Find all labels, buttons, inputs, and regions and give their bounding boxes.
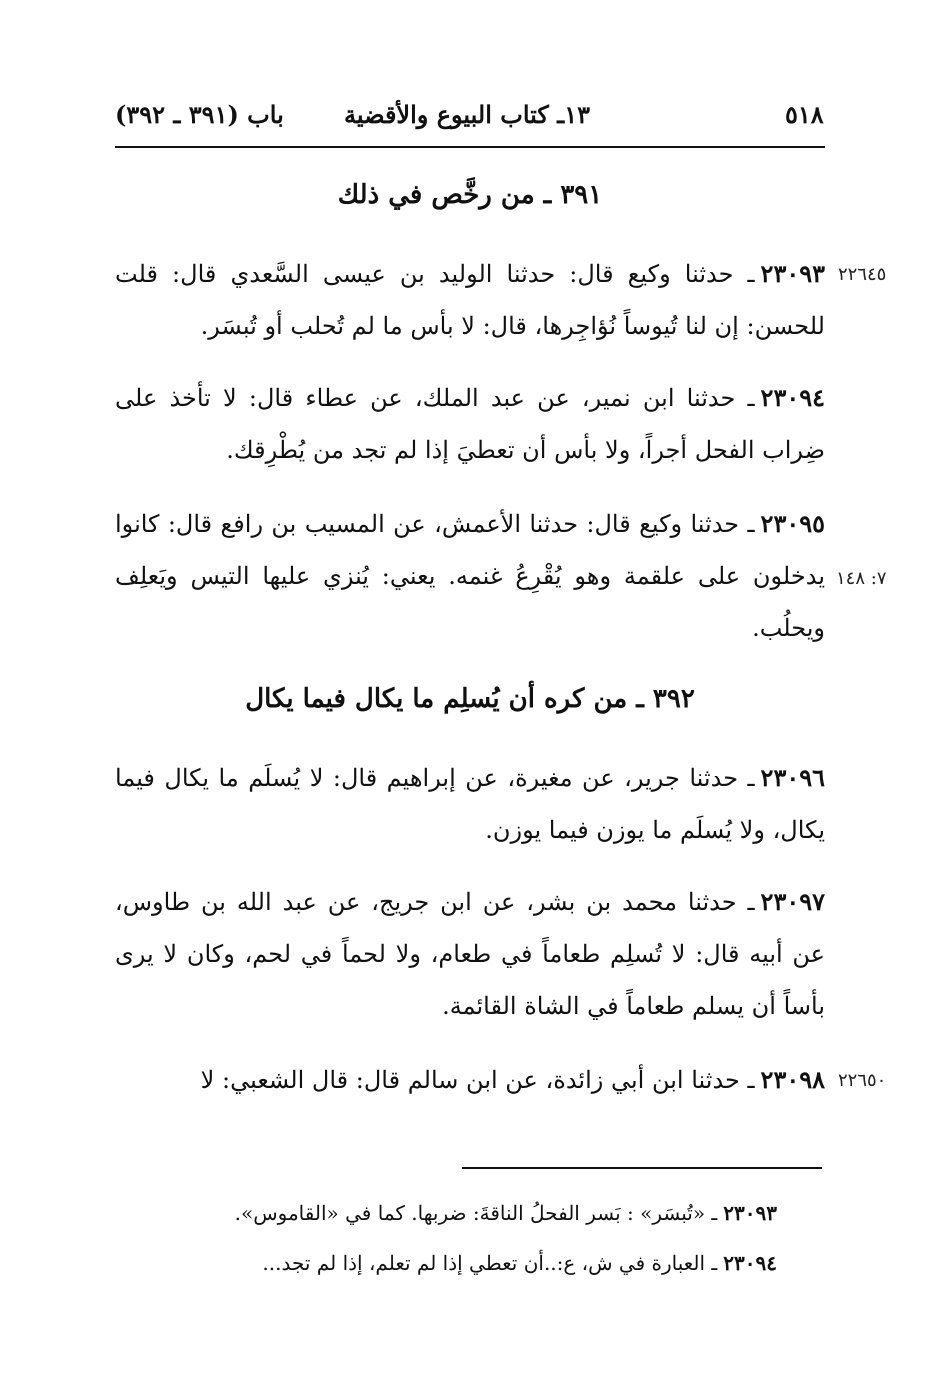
hadith-paragraph [115,498,825,654]
hadith-number: ٢٣٠٩٤ [760,383,825,412]
hadith-text: ـ حدثنا ابن أبي زائدة، عن ابن سالم قال: قال الشعبي: لا [200,1066,755,1094]
hadith-number: ٢٣٠٩٨ [760,1065,825,1094]
hadith-number: ٢٣٠٩٥ [760,509,825,538]
hadith-paragraph [115,248,825,352]
hadith-paragraph [115,876,825,1032]
hadith-text: ـ حدثنا محمد بن بشر، عن ابن جريج، عن عبد الله بن طاوس، عن أبيه قال: لا تُسلِم طعاماً في طعام، ولا لحماً في لحم، وكان لا يرى بأساً أن يسلم طعاماً في الشاة القائمة. [115,888,825,1020]
hadith-text: ـ حدثنا وكيع قال: حدثنا الأعمش، عن المسيب بن رافع قال: كانوا يدخلون على علقمة وهو يُقْرِعُ غنمه. يعني: يُنزي عليها التيس ويَعلِف ويحلُب. [115,510,825,642]
footnote-text: ـ العبارة في ش، ع:..أن تعطي إذا لم تعلم، إذا لم تجد... [262,1251,718,1275]
hadith-text: ـ حدثنا ابن نمير، عن عبد الملك، عن عطاء قال: لا تأخذ على ضِراب الفحل أجراً، ولا بأس أن تعطيَ إذا لم تجد من يُطْرِقك. [115,384,825,464]
book-title: ١٣ـ كتاب البيوع والأقضية [344,100,590,129]
hadith-text: ـ حدثنا وكيع قال: حدثنا الوليد بن عيسى السَّعدي قال: قلت للحسن: إن لنا تُيوساً نُؤاجِرها، قال: لا بأس ما لم تُحلب أو تُبسَر. [115,260,825,340]
hadith-paragraph [115,1054,825,1106]
section-heading-391: ٣٩١ ـ من رخَّص في ذلك [337,180,603,210]
hadith-text: ـ حدثنا جرير، عن مغيرة، عن إبراهيم قال: لا يُسلَم ما يكال فيما يكال، ولا يُسلَم ما يوزن فيما يوزن. [115,764,825,844]
chapter-range: باب (٣٩١ ـ ٣٩٢) [115,100,284,129]
footnote-number: ٢٣٠٩٤ [723,1251,777,1275]
hadith-number: ٢٣٠٩٣ [760,259,825,288]
hadith-paragraph [115,752,825,856]
header-rule [115,146,825,148]
page-number: ٥١٨ [785,100,824,129]
footnote [115,1193,777,1233]
footnote [115,1243,777,1283]
margin-note: ٧: ١٤٨ [836,568,887,589]
hadith-number: ٢٣٠٩٧ [760,887,825,916]
footnote-text: ـ «تُبسَر» : بَسر الفحلُ الناقةَ: ضربها. كما في «القاموس». [234,1201,718,1225]
footnote-number: ٢٣٠٩٣ [723,1201,777,1225]
margin-note: ٢٢٦٤٥ [838,264,887,285]
margin-note: ٢٢٦٥٠ [838,1070,887,1091]
hadith-paragraph [115,372,825,476]
hadith-number: ٢٣٠٩٦ [760,763,825,792]
footnote-rule [462,1167,822,1169]
section-heading-392: ٣٩٢ ـ من كره أن يُسلِم ما يكال فيما يكال [245,684,695,714]
